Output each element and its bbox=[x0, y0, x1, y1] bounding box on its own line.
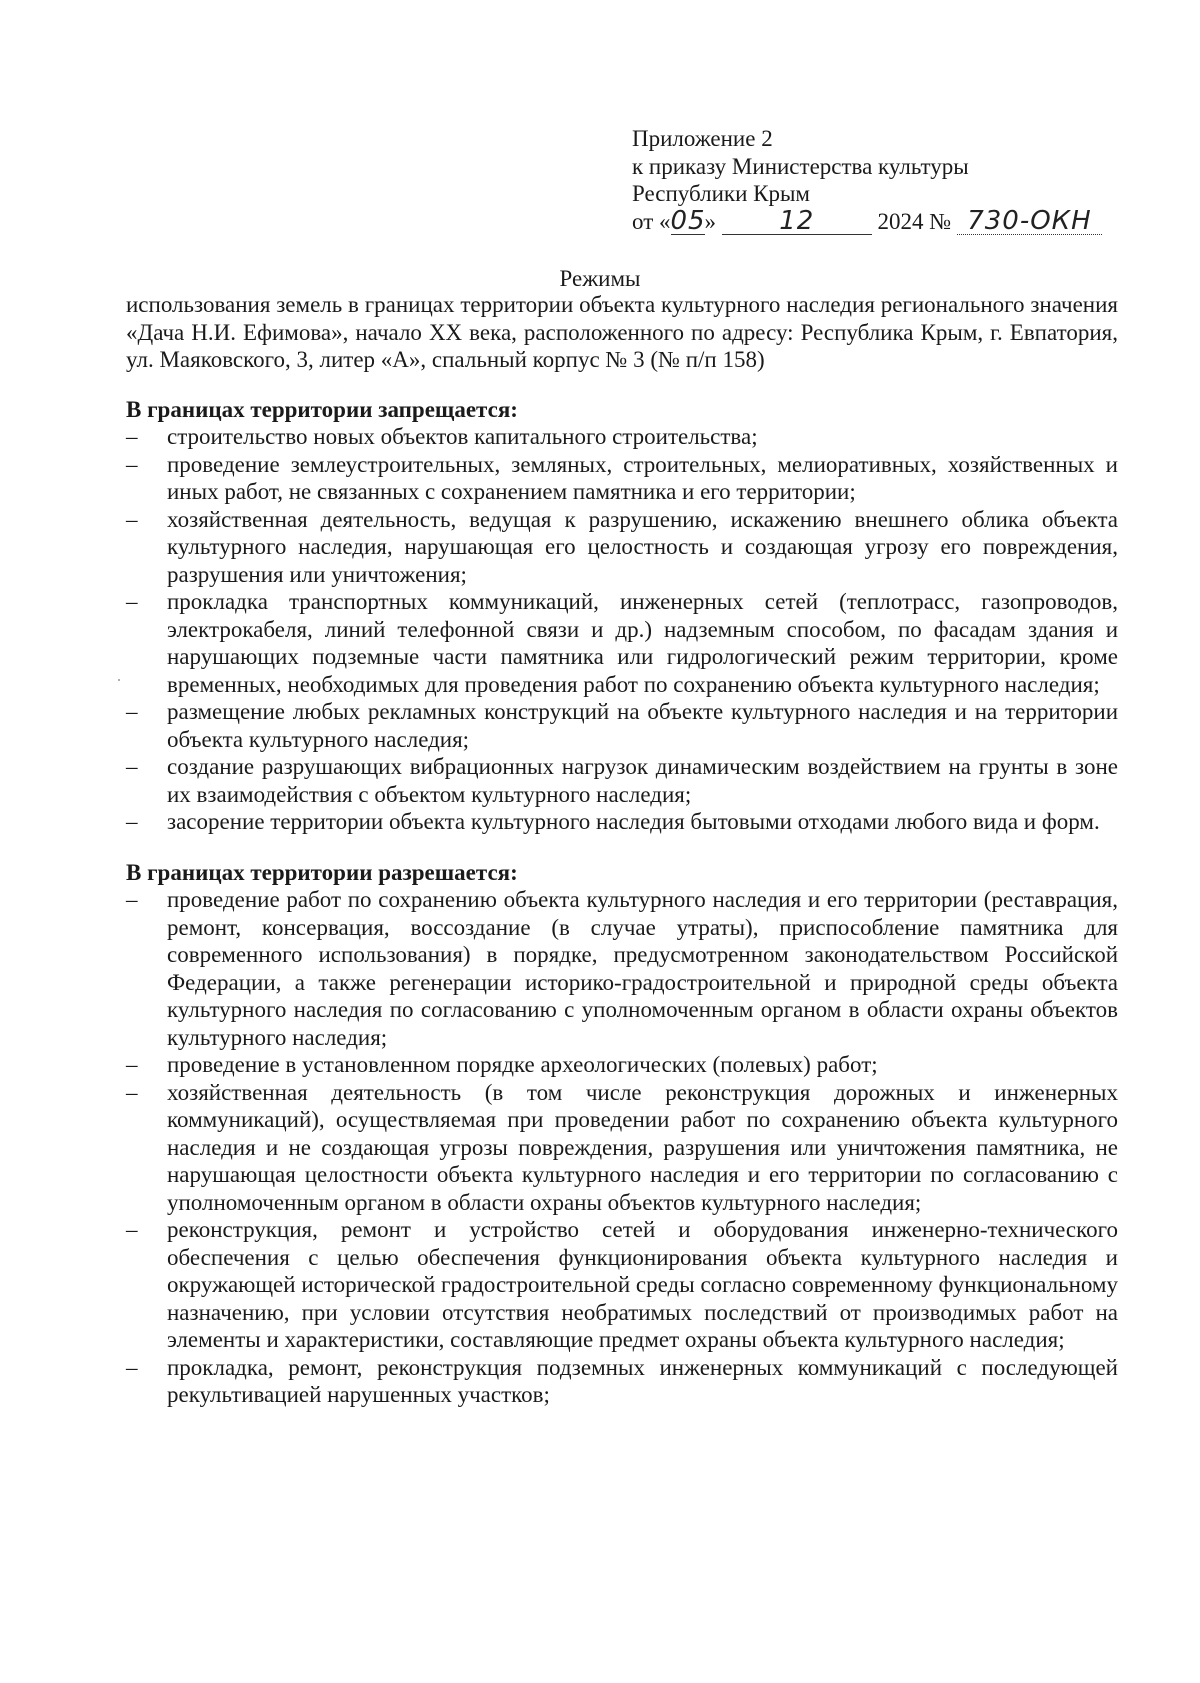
appendix-label: Приложение 2 bbox=[632, 126, 773, 151]
list-item-text: засорение территории объекта культурного наследия бытовыми отходами любого вида и форм. bbox=[167, 809, 1100, 834]
list-item bbox=[126, 423, 1118, 451]
list-item-text: строительство новых объектов капитального строительства; bbox=[167, 424, 758, 449]
spacer bbox=[126, 836, 1118, 859]
order-date-line bbox=[632, 205, 1112, 236]
document-body bbox=[126, 291, 1118, 1409]
permitted-heading: В границах территории разрешается: bbox=[126, 859, 518, 885]
year-and-number-label: 2024 № bbox=[877, 208, 952, 234]
list-item-text: прокладка, ремонт, реконструкция подземных инженерных коммуникаций с последующей рекультивацией нарушенных участков; bbox=[167, 1354, 1118, 1407]
list-item bbox=[126, 1079, 1118, 1217]
dash-marker: – bbox=[126, 1052, 138, 1077]
list-item bbox=[126, 886, 1118, 1051]
list-item bbox=[126, 753, 1118, 808]
order-number-handwritten: 730-ОКН bbox=[967, 205, 1092, 236]
list-item bbox=[126, 698, 1118, 753]
order-reference: к приказу Министерства культуры bbox=[632, 153, 969, 179]
dash-marker: – bbox=[126, 754, 138, 779]
scan-speck bbox=[118, 679, 120, 681]
list-item-text: размещение любых рекламных конструкций на объекте культурного наследия и на территории объекта культурного наследия; bbox=[167, 699, 1118, 752]
permitted-list bbox=[126, 886, 1118, 1409]
date-month-field bbox=[722, 205, 872, 236]
republic-name: Республики Крым bbox=[632, 181, 810, 206]
dash-marker: – bbox=[126, 424, 138, 449]
date-day-handwritten: 05 bbox=[670, 205, 706, 236]
date-day-field bbox=[670, 205, 706, 236]
document-title: Режимы bbox=[559, 266, 641, 291]
list-item bbox=[126, 1051, 1118, 1079]
list-item-text: проведение землеустроительных, земляных, строительных, мелиоративных, хозяйственных и иных работ, не связанных с сохранением памятника и его территории; bbox=[167, 451, 1118, 504]
intro-paragraph: использования земель в границах территории объекта культурного наследия регионального значения «Дача Н.И. Ефимова», начало XX века, расположенного по адресу: Республика Крым, г. Евпатория, ул. Маяковского, 3, литер «А», спальный корпус № 3 (№ п/п 158) bbox=[126, 292, 1118, 372]
list-item bbox=[126, 1354, 1118, 1409]
list-item-text: проведение в установленном порядке археологических (полевых) работ; bbox=[167, 1052, 878, 1077]
dash-marker: – bbox=[126, 451, 138, 477]
date-month-handwritten: 12 bbox=[779, 205, 815, 236]
dash-marker: – bbox=[126, 887, 138, 912]
list-item-text: проведение работ по сохранению объекта культурного наследия и его территории (реставрация, ремонт, консервация, воссоздание (в случае утраты), приспособление памятника для современного использования) в порядке, предусмотренном законодательством Российской Федерации, а также регенерации историко-градостроительной и природной среды объекта культурного наследия по согласованию с уполномоченным органом в области охраны объектов культурного наследия; bbox=[167, 887, 1118, 1050]
date-prefix: от « bbox=[632, 208, 671, 234]
dash-marker: – bbox=[126, 809, 138, 834]
list-item bbox=[126, 588, 1118, 698]
order-number-field bbox=[957, 205, 1102, 236]
list-item-text: реконструкция, ремонт и устройство сетей и оборудования инженерно-технического обеспечения с целью обеспечения функционирования объекта культурного наследия и окружающей исторической градостроительной среды согласно современному функциональному назначению, при условии отсутствия необратимых последствий от производимых работ на элементы и характеристики, составляющие предмет охраны объекта культурного наследия; bbox=[167, 1217, 1118, 1352]
dash-marker: – bbox=[126, 1217, 138, 1242]
list-item-text: хозяйственная деятельность (в том числе реконструкция дорожных и инженерных коммуникаций), осуществляемая при проведении работ по сохранению объекта культурного наследия и не создающая угрозы повреждения, разрушения или уничтожения памятника, не нарушающая целостности объекта культурного наследия и его территории по согласованию с уполномоченным органом в области охраны объектов культурного наследия; bbox=[167, 1079, 1118, 1215]
dash-marker: – bbox=[126, 1354, 138, 1380]
list-item-text: создание разрушающих вибрационных нагрузок динамическим воздействием на грунты в зоне их взаимодействия с объектом культурного наследия; bbox=[167, 754, 1118, 807]
prohibited-heading: В границах территории запрещается: bbox=[126, 396, 518, 422]
appendix-header bbox=[632, 125, 1112, 235]
dash-marker: – bbox=[126, 589, 138, 614]
list-item-text: хозяйственная деятельность, ведущая к разрушению, искажению внешнего облика объекта культурного наследия, нарушающая его целостность и создающая угрозу его повреждения, разрушения или уничтожения; bbox=[167, 506, 1118, 587]
list-item-text: прокладка транспортных коммуникаций, инженерных сетей (теплотрасс, газопроводов, электрокабеля, линий телефонной связи и др.) надземным способом, по фасадам здания и нарушающих подземные части памятника или гидрологический режим территории, кроме временных, необходимых для проведения работ по сохранению объекта культурного наследия; bbox=[167, 589, 1118, 697]
list-item bbox=[126, 451, 1118, 506]
list-item bbox=[126, 506, 1118, 589]
spacer bbox=[126, 374, 1118, 396]
date-close-quote: » bbox=[704, 208, 716, 234]
prohibited-list bbox=[126, 423, 1118, 836]
list-item bbox=[126, 808, 1118, 836]
dash-marker: – bbox=[126, 1079, 138, 1105]
dash-marker: – bbox=[126, 506, 138, 532]
list-item bbox=[126, 1216, 1118, 1354]
dash-marker: – bbox=[126, 699, 138, 724]
